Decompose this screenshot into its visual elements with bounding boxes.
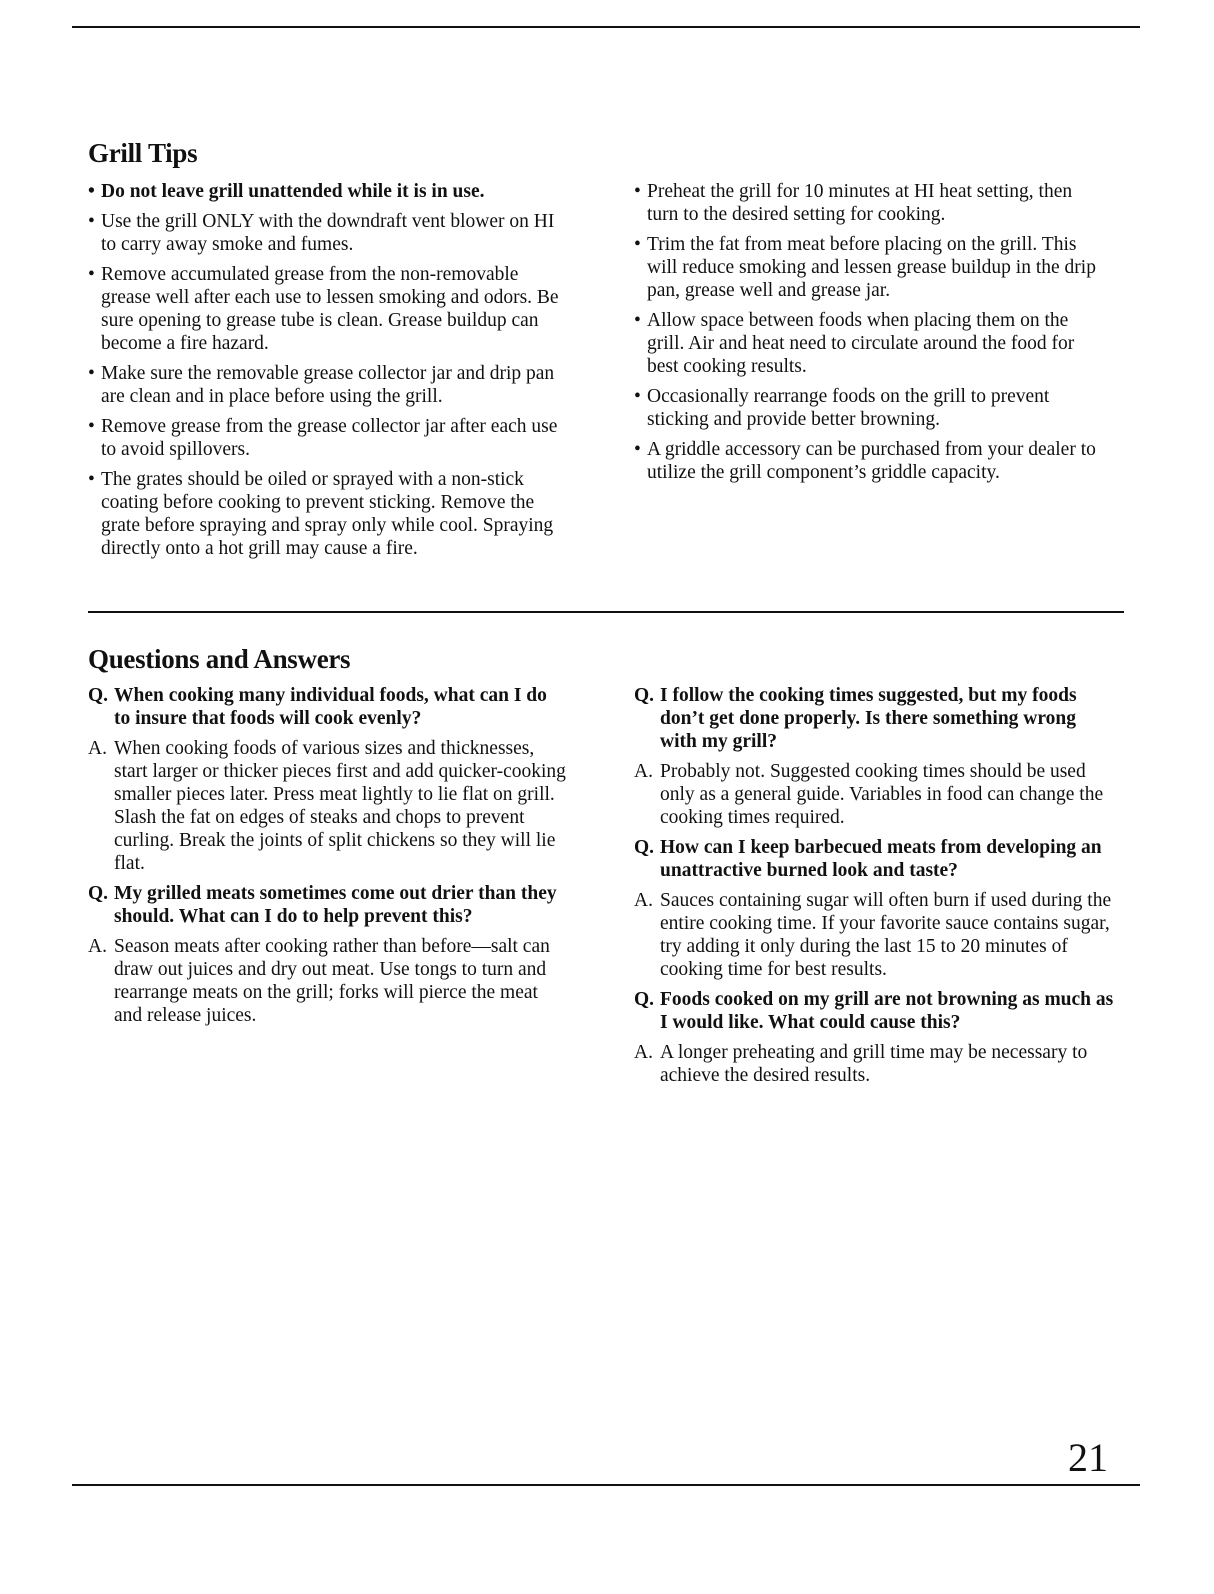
answer-text: When cooking foods of various sizes and thicknesses, start larger or thicker pieces first and add quicker-cooking smaller pieces later. Press meat lightly to lie flat on grill. Slash the fat on edges of steaks and chops to prevent curling. Break the joints of split chickens so they will lie flat. (114, 738, 566, 874)
top-rule (72, 26, 1140, 28)
a-mark: A. (88, 738, 107, 759)
question (634, 836, 1114, 882)
grill-tip: • Make sure the removable grease collector jar and drip pan are clean and in place before using the grill. (88, 362, 568, 408)
answer-text: A longer preheating and grill time may be necessary to achieve the desired results. (660, 1042, 1088, 1086)
a-mark: A. (634, 890, 653, 911)
a-mark: A. (88, 936, 107, 957)
answer (634, 889, 1114, 981)
grill-tips-right-column (634, 180, 1104, 491)
section-divider (88, 611, 1124, 613)
answer (88, 737, 568, 875)
answer-text: Season meats after cooking rather than before—salt can draw out juices and dry out meat. Use tongs to turn and rearrange meats on the grill; forks will pierce the meat and release juices. (114, 936, 550, 1026)
question-text: My grilled meats sometimes come out drier than they should. What can I do to help prevent this? (114, 883, 557, 927)
question-text: I follow the cooking times suggested, but my foods don’t get done properly. Is there something wrong with my grill? (660, 685, 1077, 752)
question-text: How can I keep barbecued meats from developing an unattractive burned look and taste? (660, 837, 1102, 881)
question (88, 882, 568, 928)
question-text: Foods cooked on my grill are not browning as much as I would like. What could cause this? (660, 989, 1114, 1033)
grill-tip: • Remove grease from the grease collector jar after each use to avoid spillovers. (88, 415, 568, 461)
answer-text: Probably not. Suggested cooking times should be used only as a general guide. Variables in food can change the cooking times required. (660, 761, 1104, 828)
page-number: 21 (1068, 1435, 1108, 1480)
a-mark: A. (634, 1042, 653, 1063)
a-mark: A. (634, 761, 653, 782)
grill-tip: • Preheat the grill for 10 minutes at HI heat setting, then turn to the desired setting for cooking. (634, 180, 1104, 226)
qa-right-column (634, 684, 1114, 1094)
grill-tip: • A griddle accessory can be purchased from your dealer to utilize the grill component’s griddle capacity. (634, 438, 1104, 484)
grill-tips-title: Grill Tips (88, 138, 198, 168)
q-mark: Q. (634, 989, 655, 1010)
grill-tip: • The grates should be oiled or sprayed with a non-stick coating before cooking to prevent sticking. Remove the grate before spraying and spray only while cool. Spraying directly onto a hot grill may cause a fire. (88, 468, 568, 560)
grill-tip: • Do not leave grill unattended while it is in use. (88, 180, 568, 203)
question-text: When cooking many individual foods, what can I do to insure that foods will cook evenly? (114, 685, 547, 729)
q-mark: Q. (634, 837, 655, 858)
answer-text: Sauces containing sugar will often burn if used during the entire cooking time. If your favorite sauce contains sugar, try adding it only during the last 15 to 20 minutes of cooking time for best results. (660, 890, 1112, 980)
answer (634, 760, 1114, 829)
question (634, 988, 1114, 1034)
grill-tip: • Allow space between foods when placing them on the grill. Air and heat need to circulate around the food for best cooking results. (634, 309, 1104, 378)
qa-title: Questions and Answers (88, 644, 351, 674)
question (634, 684, 1114, 753)
q-mark: Q. (88, 883, 109, 904)
grill-tip: • Remove accumulated grease from the non-removable grease well after each use to lessen smoking and odors. Be sure opening to grease tube is clean. Grease buildup can become a fire hazard. (88, 263, 568, 355)
q-mark: Q. (634, 685, 655, 706)
grill-tip: • Occasionally rearrange foods on the grill to prevent sticking and provide better browning. (634, 385, 1104, 431)
grill-tips-left-column (88, 180, 568, 567)
grill-tip: • Trim the fat from meat before placing on the grill. This will reduce smoking and lessen grease buildup in the drip pan, grease well and grease jar. (634, 233, 1104, 302)
question (88, 684, 568, 730)
q-mark: Q. (88, 685, 109, 706)
bottom-rule (72, 1484, 1140, 1486)
grill-tip: • Use the grill ONLY with the downdraft vent blower on HI to carry away smoke and fumes. (88, 210, 568, 256)
answer (88, 935, 568, 1027)
answer (634, 1041, 1114, 1087)
qa-left-column (88, 684, 568, 1034)
